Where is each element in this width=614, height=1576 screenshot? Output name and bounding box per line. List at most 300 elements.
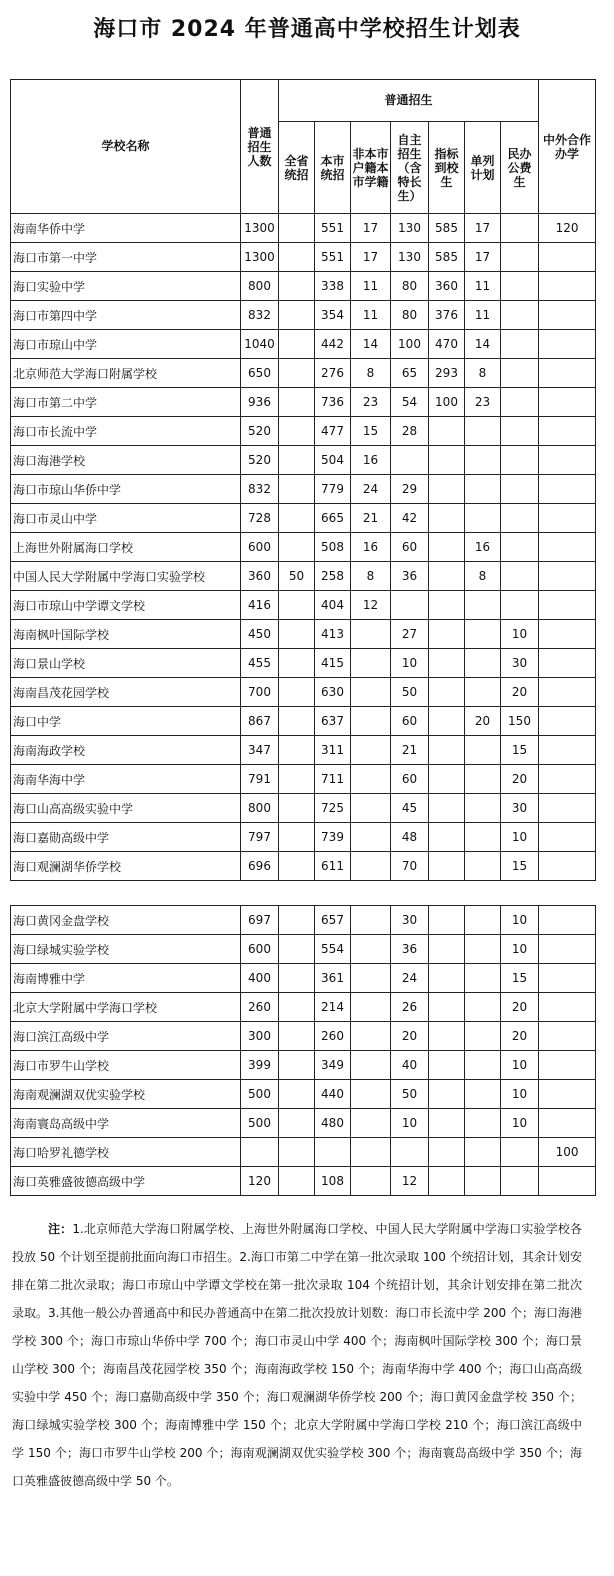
value-cell: 404 [315,591,351,620]
value-cell [465,1109,501,1138]
value-cell: 354 [315,301,351,330]
value-cell: 24 [351,475,391,504]
value-cell [279,964,315,993]
value-cell: 696 [241,852,279,881]
value-cell: 100 [429,388,465,417]
value-cell: 20 [501,993,539,1022]
school-name-cell: 海口中学 [11,707,241,736]
value-cell [429,1167,465,1196]
table-row [11,649,596,678]
value-cell: 17 [351,243,391,272]
value-cell: 28 [391,417,429,446]
value-cell [539,1167,596,1196]
value-cell [351,794,391,823]
value-cell [539,794,596,823]
value-cell: 797 [241,823,279,852]
value-cell [429,417,465,446]
value-cell [465,794,501,823]
value-cell [279,359,315,388]
value-cell [539,1051,596,1080]
value-cell: 728 [241,504,279,533]
value-cell [429,1109,465,1138]
school-name-cell: 海口市琼山中学 [11,330,241,359]
value-cell [279,794,315,823]
value-cell: 800 [241,794,279,823]
value-cell [501,330,539,359]
value-cell [351,1022,391,1051]
value-cell [391,1138,429,1167]
school-name-cell: 海南华海中学 [11,765,241,794]
value-cell: 65 [391,359,429,388]
school-name-cell: 海南昌茂花园学校 [11,678,241,707]
value-cell: 508 [315,533,351,562]
table-row [11,1109,596,1138]
table-row [11,1080,596,1109]
value-cell: 29 [391,475,429,504]
value-cell: 10 [501,1051,539,1080]
value-cell: 791 [241,765,279,794]
value-cell: 600 [241,935,279,964]
value-cell [539,591,596,620]
school-name-cell: 上海世外附属海口学校 [11,533,241,562]
value-cell [539,475,596,504]
value-cell [539,533,596,562]
enrollment-plan-table [10,79,596,1196]
value-cell: 108 [315,1167,351,1196]
value-cell: 26 [391,993,429,1022]
table-row [11,1051,596,1080]
table-row [11,765,596,794]
value-cell: 665 [315,504,351,533]
table-row [11,1167,596,1196]
value-cell [465,765,501,794]
value-cell: 16 [351,533,391,562]
value-cell [279,678,315,707]
header-zhongwai: 中外合作办学 [539,80,596,214]
value-cell: 50 [279,562,315,591]
table-row [11,823,596,852]
value-cell: 17 [465,214,501,243]
value-cell [429,1080,465,1109]
value-cell: 17 [465,243,501,272]
value-cell: 1300 [241,214,279,243]
table-row [11,591,596,620]
school-name-cell: 海口观澜湖华侨学校 [11,852,241,881]
table-body-a [11,214,596,881]
value-cell [351,649,391,678]
value-cell [279,1109,315,1138]
footnote [12,1215,582,1495]
value-cell: 300 [241,1022,279,1051]
value-cell: 20 [465,707,501,736]
value-cell: 60 [391,533,429,562]
value-cell: 10 [391,1109,429,1138]
value-cell [279,1167,315,1196]
value-cell [501,1138,539,1167]
value-cell: 360 [429,272,465,301]
value-cell: 16 [465,533,501,562]
value-cell [539,765,596,794]
value-cell [279,475,315,504]
value-cell: 80 [391,272,429,301]
value-cell: 480 [315,1109,351,1138]
value-cell [539,678,596,707]
school-name-cell: 海口哈罗礼德学校 [11,1138,241,1167]
value-cell [539,707,596,736]
table-row [11,446,596,475]
value-cell [279,504,315,533]
header-quanshen: 全省统招 [279,122,315,214]
value-cell: 736 [315,388,351,417]
value-cell [279,388,315,417]
value-cell [279,1080,315,1109]
value-cell [279,214,315,243]
value-cell: 520 [241,446,279,475]
value-cell [501,504,539,533]
value-cell [501,446,539,475]
value-cell: 520 [241,417,279,446]
value-cell: 100 [539,1138,596,1167]
value-cell: 50 [391,678,429,707]
value-cell [429,823,465,852]
school-name-cell: 海口绿城实验学校 [11,935,241,964]
value-cell [279,935,315,964]
value-cell: 45 [391,794,429,823]
note-text: 1.北京师范大学海口附属学校、上海世外附属海口学校、中国人民大学附属中学海口实验学校各投放 50 个计划至提前批面向海口市招生。2.海口市第二中学在第一批次录取 100 个统招计划，其余计划安排在第二批次录取；海口市琼山中学谭文学校在第一批次录取 104 个统招计划，其余计划安排在第二批次录取。3.其他一般公办普通高中和民办普通高中在第二批次投放计划数：海口市长流中学 200 个；海口海港学校 300 个；海口市琼山华侨中学 700 个；海口市灵山中学 400 个；海南枫叶国际学校 300 个；海口景山学校 300 个；海南昌茂花园学校 350 个；海南海政学校 150 个；海南华海中学 400 个；海口山高高级实验中学 450 个；海口嘉勋高级中学 350 个；海口观澜湖华侨学校 200 个；海口黄冈金盘学校 350 个；海口绿城实验学校 300 个；海南博雅中学 150 个；北京大学附属中学海口学校 210 个；海口滨江高级中学 150 个；海口市罗牛山学校 200 个；海南观澜湖双优实验学校 300 个；海南寰岛高级中学 350 个；海口英雅盛彼德高级中学 50 个。 [12,1222,582,1488]
value-cell: 24 [391,964,429,993]
value-cell: 14 [465,330,501,359]
value-cell [539,301,596,330]
value-cell [429,1051,465,1080]
value-cell [465,852,501,881]
value-cell: 725 [315,794,351,823]
value-cell [465,1138,501,1167]
value-cell: 338 [315,272,351,301]
value-cell [429,620,465,649]
value-cell [539,359,596,388]
value-cell: 779 [315,475,351,504]
value-cell [539,388,596,417]
school-name-cell: 北京大学附属中学海口学校 [11,993,241,1022]
value-cell [465,823,501,852]
value-cell: 8 [465,359,501,388]
value-cell: 440 [315,1080,351,1109]
value-cell [279,620,315,649]
value-cell: 347 [241,736,279,765]
value-cell: 20 [391,1022,429,1051]
value-cell: 739 [315,823,351,852]
value-cell [429,475,465,504]
school-name-cell: 海口市第四中学 [11,301,241,330]
school-name-cell: 海南观澜湖双优实验学校 [11,1080,241,1109]
value-cell [539,1080,596,1109]
value-cell: 16 [351,446,391,475]
value-cell: 413 [315,620,351,649]
value-cell: 12 [351,591,391,620]
value-cell [351,852,391,881]
table-row [11,504,596,533]
school-name-cell: 海口英雅盛彼德高级中学 [11,1167,241,1196]
value-cell: 376 [429,301,465,330]
value-cell [391,591,429,620]
value-cell [539,620,596,649]
school-name-cell: 海口山高高级实验中学 [11,794,241,823]
table-row [11,214,596,243]
value-cell [429,707,465,736]
value-cell: 70 [391,852,429,881]
school-name-cell: 海口市罗牛山学校 [11,1051,241,1080]
value-cell [351,1167,391,1196]
value-cell [279,1051,315,1080]
value-cell: 11 [465,301,501,330]
table-row [11,272,596,301]
value-cell: 500 [241,1109,279,1138]
value-cell [351,823,391,852]
value-cell [539,330,596,359]
table-row [11,964,596,993]
table-row [11,359,596,388]
school-name-cell: 海口市第二中学 [11,388,241,417]
value-cell [539,906,596,935]
value-cell [501,591,539,620]
value-cell: 10 [501,1109,539,1138]
value-cell: 416 [241,591,279,620]
school-name-cell: 海口景山学校 [11,649,241,678]
value-cell: 15 [351,417,391,446]
value-cell: 10 [391,649,429,678]
value-cell: 30 [391,906,429,935]
value-cell [501,301,539,330]
value-cell: 477 [315,417,351,446]
value-cell: 504 [315,446,351,475]
value-cell [279,243,315,272]
table-row [11,330,596,359]
value-cell [501,388,539,417]
value-cell [279,823,315,852]
value-cell [351,765,391,794]
header-benshi: 本市统招 [315,122,351,214]
value-cell [501,243,539,272]
school-name-cell: 海口市琼山华侨中学 [11,475,241,504]
value-cell: 17 [351,214,391,243]
school-name-cell: 海口滨江高级中学 [11,1022,241,1051]
value-cell [351,1138,391,1167]
school-name-cell: 海口市灵山中学 [11,504,241,533]
value-cell: 650 [241,359,279,388]
value-cell [429,1022,465,1051]
value-cell [429,591,465,620]
value-cell [351,678,391,707]
value-cell [465,1167,501,1196]
table-row [11,993,596,1022]
value-cell [465,591,501,620]
value-cell [465,964,501,993]
header-zhibiao: 指标到校生 [429,122,465,214]
value-cell: 800 [241,272,279,301]
value-cell: 711 [315,765,351,794]
value-cell: 10 [501,935,539,964]
value-cell: 10 [501,906,539,935]
value-cell: 500 [241,1080,279,1109]
value-cell: 20 [501,1022,539,1051]
value-cell: 361 [315,964,351,993]
value-cell: 8 [465,562,501,591]
value-cell [465,1051,501,1080]
value-cell: 20 [501,765,539,794]
value-cell: 867 [241,707,279,736]
value-cell [391,446,429,475]
value-cell: 1300 [241,243,279,272]
value-cell [501,214,539,243]
table-row [11,852,596,881]
value-cell [465,649,501,678]
value-cell [315,1138,351,1167]
value-cell: 20 [501,678,539,707]
school-name-cell: 海南寰岛高级中学 [11,1109,241,1138]
value-cell [429,935,465,964]
table-row [11,301,596,330]
value-cell [279,736,315,765]
value-cell: 1040 [241,330,279,359]
school-name-cell: 北京师范大学海口附属学校 [11,359,241,388]
value-cell [429,446,465,475]
value-cell: 11 [351,301,391,330]
table-row [11,475,596,504]
value-cell: 276 [315,359,351,388]
header-danlie: 单列计划 [465,122,501,214]
value-cell [465,620,501,649]
value-cell: 23 [465,388,501,417]
value-cell: 832 [241,475,279,504]
value-cell [465,1080,501,1109]
value-cell [429,562,465,591]
value-cell [501,1167,539,1196]
value-cell: 293 [429,359,465,388]
header-total: 普通招生人数 [241,80,279,214]
value-cell [465,504,501,533]
value-cell [279,1138,315,1167]
table-row [11,678,596,707]
value-cell: 450 [241,620,279,649]
value-cell [501,533,539,562]
value-cell: 23 [351,388,391,417]
value-cell [539,964,596,993]
value-cell: 260 [241,993,279,1022]
value-cell [279,301,315,330]
value-cell [465,678,501,707]
value-cell [351,1080,391,1109]
value-cell: 42 [391,504,429,533]
value-cell: 551 [315,214,351,243]
school-name-cell: 海南华侨中学 [11,214,241,243]
value-cell: 260 [315,1022,351,1051]
value-cell [539,417,596,446]
value-cell: 400 [241,964,279,993]
value-cell [351,935,391,964]
value-cell: 60 [391,707,429,736]
value-cell [429,852,465,881]
value-cell [279,533,315,562]
value-cell [539,823,596,852]
value-cell: 470 [429,330,465,359]
value-cell [279,649,315,678]
value-cell: 15 [501,736,539,765]
value-cell: 585 [429,214,465,243]
value-cell: 455 [241,649,279,678]
table-row [11,736,596,765]
value-cell: 936 [241,388,279,417]
value-cell: 600 [241,533,279,562]
value-cell [429,533,465,562]
value-cell: 15 [501,964,539,993]
value-cell [539,562,596,591]
value-cell [429,765,465,794]
value-cell: 554 [315,935,351,964]
value-cell [501,359,539,388]
value-cell: 30 [501,794,539,823]
value-cell: 697 [241,906,279,935]
school-name-cell: 海口市琼山中学谭文学校 [11,591,241,620]
value-cell: 21 [351,504,391,533]
value-cell [351,620,391,649]
value-cell: 11 [351,272,391,301]
value-cell [429,504,465,533]
value-cell [279,707,315,736]
table-row [11,562,596,591]
value-cell: 10 [501,620,539,649]
value-cell [279,272,315,301]
value-cell [429,964,465,993]
school-name-cell: 海南博雅中学 [11,964,241,993]
value-cell [279,330,315,359]
header-school: 学校名称 [11,80,241,214]
table-body-b [11,906,596,1196]
school-name-cell: 海口实验中学 [11,272,241,301]
value-cell: 258 [315,562,351,591]
value-cell [351,1051,391,1080]
header-zizhu: 自主招生（含特长生） [391,122,429,214]
value-cell [539,243,596,272]
value-cell [279,906,315,935]
value-cell [429,649,465,678]
table-row [11,935,596,964]
value-cell: 80 [391,301,429,330]
value-cell: 10 [501,823,539,852]
value-cell: 360 [241,562,279,591]
value-cell: 27 [391,620,429,649]
school-name-cell: 海口黄冈金盘学校 [11,906,241,935]
value-cell [279,591,315,620]
value-cell: 60 [391,765,429,794]
value-cell [429,1138,465,1167]
value-cell [539,504,596,533]
value-cell [539,446,596,475]
value-cell: 311 [315,736,351,765]
value-cell: 50 [391,1080,429,1109]
value-cell [539,935,596,964]
value-cell [241,1138,279,1167]
school-name-cell: 海口海港学校 [11,446,241,475]
value-cell [351,993,391,1022]
value-cell: 120 [241,1167,279,1196]
value-cell [539,1022,596,1051]
value-cell [501,562,539,591]
value-cell: 657 [315,906,351,935]
value-cell: 150 [501,707,539,736]
value-cell [429,794,465,823]
value-cell: 637 [315,707,351,736]
value-cell: 12 [391,1167,429,1196]
